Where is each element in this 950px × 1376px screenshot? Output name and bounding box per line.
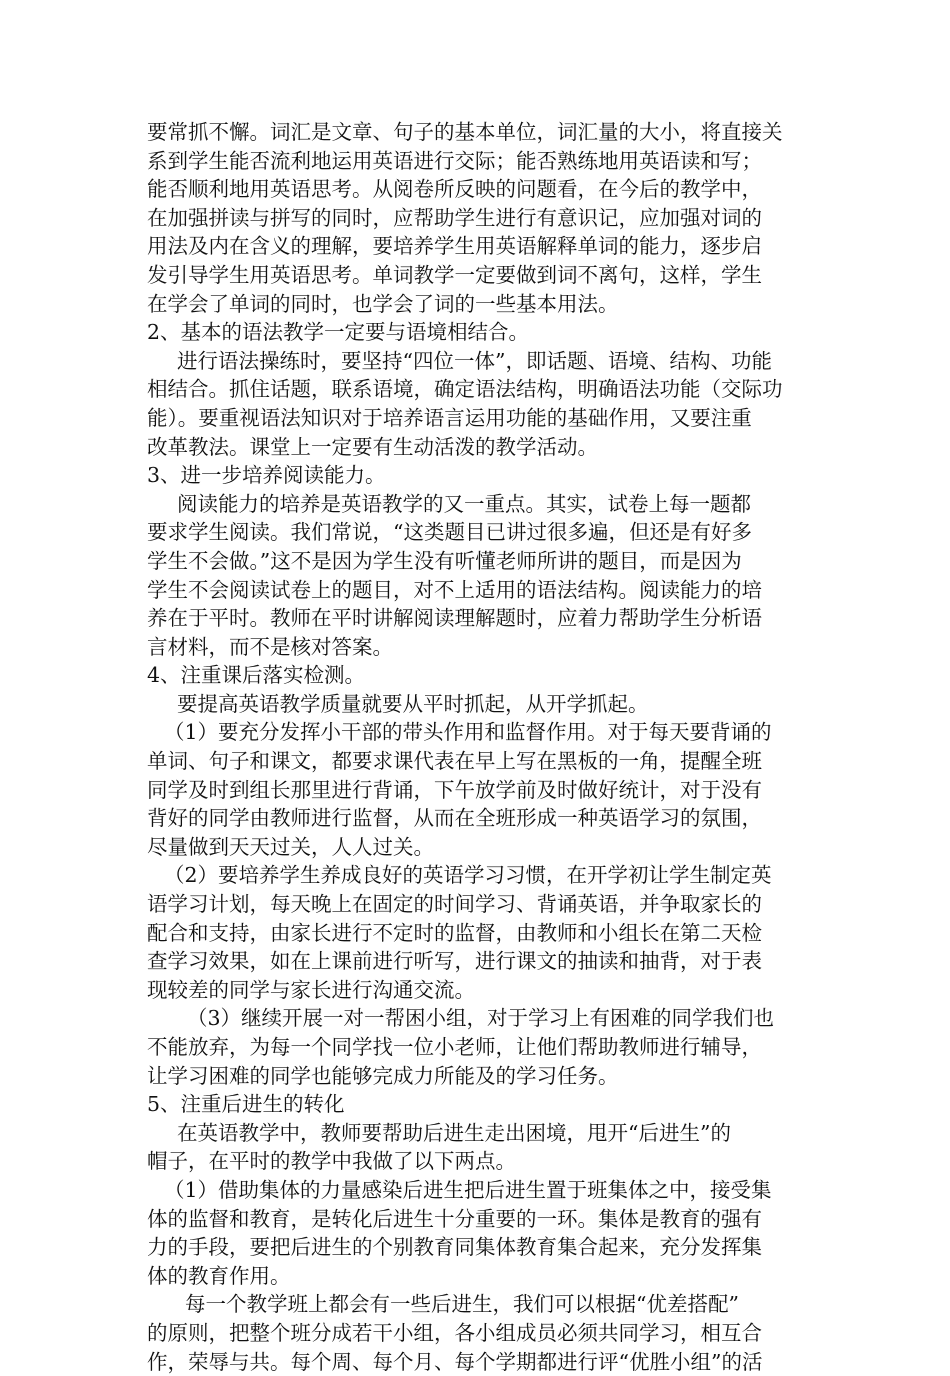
body-line: 用法及内在含义的理解，要培养学生用英语解释单词的能力，逐步启 [147, 234, 762, 259]
body-line: 改革教法。课堂上一定要有生动活泼的教学活动。 [147, 434, 598, 459]
list-item-start: （3）继续开展一对一帮困小组，对于学习上有困难的同学我们也 [187, 1006, 775, 1031]
body-line: 养在于平时。教师在平时讲解阅读理解题时，应着力帮助学生分析语 [147, 606, 762, 631]
section-heading-5: 5、注重后进生的转化 [147, 1092, 345, 1117]
body-line: 在加强拼读与拼写的同时，应帮助学生进行有意识记，应加强对词的 [147, 205, 762, 230]
section-heading-3: 3、进一步培养阅读能力。 [147, 463, 386, 488]
body-line: 尽量做到天天过关，人人过关。 [147, 834, 434, 859]
body-line: 体的教育作用。 [147, 1263, 291, 1288]
section-heading-2: 2、基本的语法教学一定要与语境相结合。 [147, 320, 530, 345]
body-line: 在学会了单词的同时，也学会了词的一些基本用法。 [147, 291, 619, 316]
paragraph-start: 进行语法操练时，要坚持“四位一体”，即话题、语境、结构、功能 [177, 348, 772, 373]
body-line: 同学及时到组长那里进行背诵，下午放学前及时做好统计，对于没有 [147, 777, 762, 802]
list-item-start: （1）借助集体的力量感染后进生把后进生置于班集体之中，接受集 [164, 1177, 772, 1202]
paragraph-start: 要提高英语教学质量就要从平时抓起，从开学抓起。 [177, 691, 649, 716]
body-line: 相结合。抓住话题，联系语境，确定语法结构，明确语法功能（交际功 [147, 377, 783, 402]
list-item-start: （1）要充分发挥小干部的带头作用和监督作用。对于每天要背诵的 [164, 720, 772, 745]
body-line: 能否顺利地用英语思考。从阅卷所反映的问题看，在今后的教学中， [147, 177, 762, 202]
body-line: 力的手段，要把后进生的个别教育同集体教育集合起来，充分发挥集 [147, 1235, 762, 1260]
body-line: 的原则，把整个班分成若干小组，各小组成员必须共同学习，相互合 [147, 1320, 762, 1345]
document-body [147, 118, 813, 1376]
body-line: 语学习计划，每天晚上在固定的时间学习、背诵英语，并争取家长的 [147, 892, 762, 917]
body-line: 让学习困难的同学也能够完成力所能及的学习任务。 [147, 1063, 619, 1088]
body-line: 发引导学生用英语思考。单词教学一定要做到词不离句，这样，学生 [147, 262, 762, 287]
paragraph-start: 在英语教学中，教师要帮助后进生走出困境，甩开“后进生”的 [177, 1120, 731, 1145]
paragraph-start: 每一个教学班上都会有一些后进生，我们可以根据“优差搭配” [185, 1292, 739, 1317]
body-line: 背好的同学由教师进行监督，从而在全班形成一种英语学习的氛围， [147, 806, 762, 831]
body-line: 学生不会阅读试卷上的题目，对不上适用的语法结构。阅读能力的培 [147, 577, 762, 602]
body-line: 配合和支持，由家长进行不定时的监督，由教师和小组长在第二天检 [147, 920, 762, 945]
body-line: 帽子，在平时的教学中我做了以下两点。 [147, 1149, 516, 1174]
body-line: 系到学生能否流利地运用英语进行交际；能否熟练地用英语读和写； [147, 148, 762, 173]
body-line: 言材料，而不是核对答案。 [147, 634, 393, 659]
body-line: 要求学生阅读。我们常说，“这类题目已讲过很多遍，但还是有好多 [147, 520, 752, 545]
body-line: 体的监督和教育，是转化后进生十分重要的一环。集体是教育的强有 [147, 1206, 762, 1231]
list-item-start: （2）要培养学生养成良好的英语学习习惯，在开学初让学生制定英 [164, 863, 772, 888]
body-line: 要常抓不懈。词汇是文章、句子的基本单位，词汇量的大小，将直接关 [147, 120, 783, 144]
body-line: 现较差的同学与家长进行沟通交流。 [147, 977, 475, 1002]
body-line: 作，荣辱与共。每个周、每个月、每个学期都进行评“优胜小组”的活 [147, 1349, 763, 1374]
body-line: 单词、句子和课文，都要求课代表在早上写在黑板的一角，提醒全班 [147, 749, 762, 774]
body-line: 学生不会做。”这不是因为学生没有听懂老师所讲的题目，而是因为 [147, 548, 742, 573]
paragraph-start: 阅读能力的培养是英语教学的又一重点。其实，试卷上每一题都 [177, 491, 751, 516]
body-line: 能）。要重视语法知识对于培养语言运用功能的基础作用，又要注重 [147, 405, 752, 430]
body-line: 查学习效果，如在上课前进行听写，进行课文的抽读和抽背，对于表 [147, 949, 762, 974]
section-heading-4: 4、注重课后落实检测。 [147, 663, 366, 688]
body-line: 不能放弃，为每一个同学找一位小老师，让他们帮助教师进行辅导， [147, 1035, 762, 1059]
